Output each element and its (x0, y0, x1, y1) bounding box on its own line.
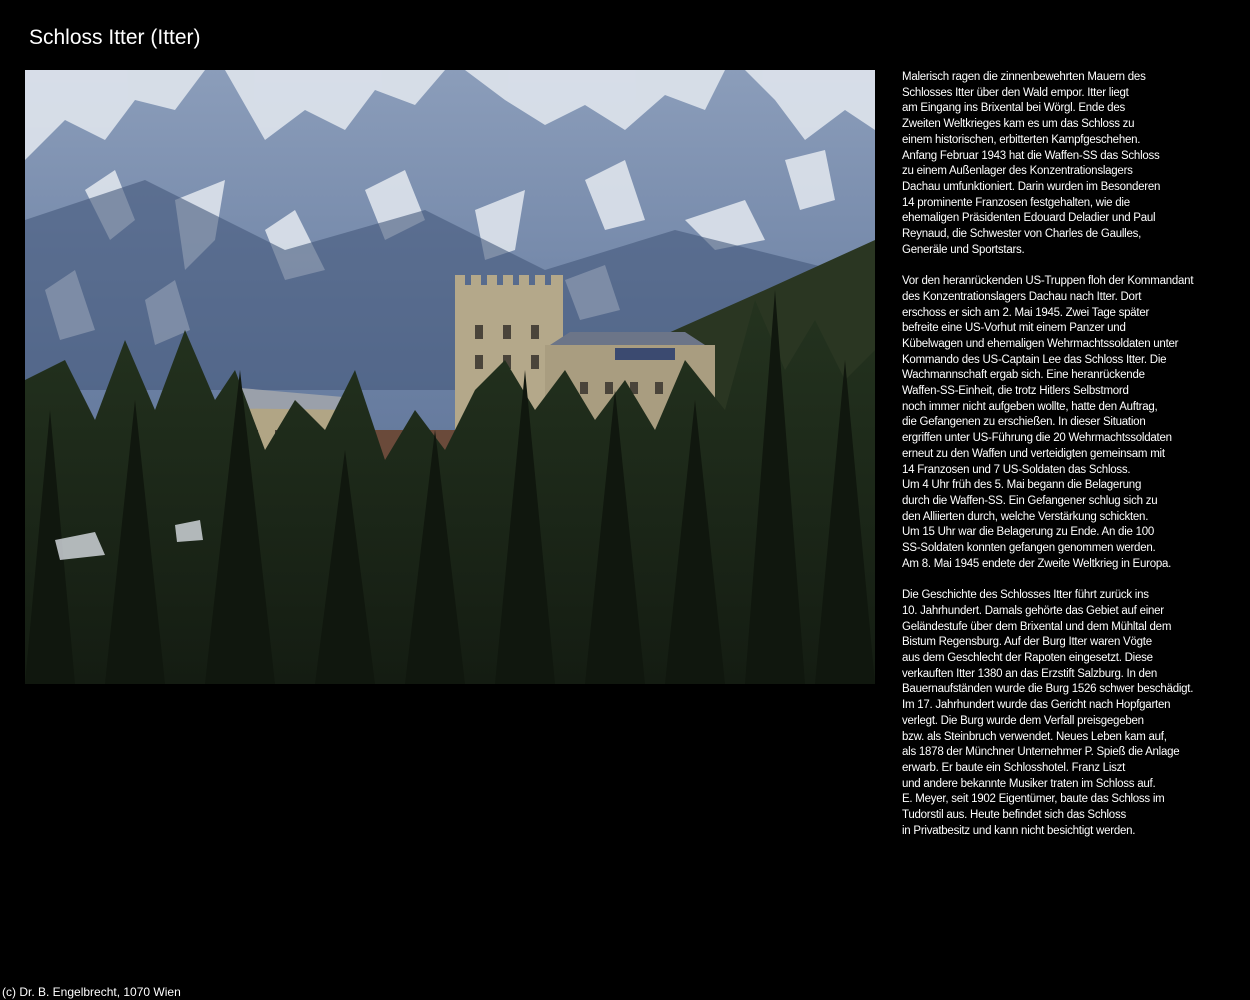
text-line: ergriffen unter US-Führung die 20 Wehrmachtssoldaten (902, 432, 1172, 445)
text-line: ehemaligen Präsidenten Edouard Deladier und Paul (902, 212, 1156, 225)
text-line: Vor den heranrückenden US-Truppen floh der Kommandant (902, 275, 1194, 288)
text-line: und andere bekannte Musiker traten im Schloss auf. (902, 777, 1156, 790)
text-line: 14 Franzosen und 7 US-Soldaten das Schloss. (902, 463, 1131, 476)
text-line: einem historischen, erbitterten Kampfgeschehen. (902, 133, 1141, 146)
text-line: Reynaud, die Schwester von Charles de Gaulles, (902, 228, 1142, 241)
text-line: Um 4 Uhr früh des 5. Mai begann die Belagerung (902, 479, 1142, 492)
text-line: Bauernaufständen wurde die Burg 1526 schwer beschädigt. (902, 683, 1194, 696)
text-line: Schlosses Itter über den Wald empor. Itter liegt (902, 86, 1129, 99)
castle-photo-illustration (25, 70, 875, 684)
text-line: Kommando des US-Captain Lee das Schloss Itter. Die (902, 353, 1167, 366)
copyright-notice: (c) Dr. B. Engelbrecht, 1070 Wien (2, 985, 181, 999)
text-line: noch immer nicht aufgeben wollte, hatte den Auftrag, (902, 400, 1158, 413)
text-line: Im 17. Jahrhundert wurde das Gericht nach Hopfgarten (902, 699, 1171, 712)
text-line: Kübelwagen und ehemaligen Wehrmachtssoldaten unter (902, 337, 1179, 350)
castle-photo (25, 70, 875, 684)
text-line: Bistum Regensburg. Auf der Burg Itter waren Vögte (902, 636, 1152, 649)
text-line: Waffen-SS-Einheit, die trotz Hitlers Selbstmord (902, 385, 1129, 398)
text-line: 10. Jahrhundert. Damals gehörte das Gebiet auf einer (902, 604, 1164, 617)
text-line: Zweiten Weltkrieges kam es um das Schloss zu (902, 118, 1135, 131)
text-line: Malerisch ragen die zinnenbewehrten Mauern des (902, 71, 1146, 83)
text-line: befreite eine US-Vorhut mit einem Panzer und (902, 322, 1126, 335)
text-line: Wachmannschaft ergab sich. Eine heranrückende (902, 369, 1145, 382)
text-line: erwarb. Er baute ein Schlosshotel. Franz Liszt (902, 761, 1126, 774)
text-line: in Privatbesitz und kann nicht besichtigt werden. (902, 824, 1136, 837)
text-line: am Eingang ins Brixental bei Wörgl. Ende des (902, 102, 1125, 115)
text-line: als 1878 der Münchner Unternehmer P. Spieß die Anlage (902, 746, 1180, 759)
text-line: Tudorstil aus. Heute befindet sich das Schloss (902, 809, 1126, 822)
article-text (902, 70, 1242, 855)
text-line: des Konzentrationslagers Dachau nach Itter. Dort (902, 290, 1142, 303)
text-line: Die Geschichte des Schlosses Itter führt zurück ins (902, 589, 1149, 602)
text-line: erschoss er sich am 2. Mai 1945. Zwei Tage später (902, 306, 1150, 319)
text-line: den Alliierten durch, welche Verstärkung schickten. (902, 510, 1149, 523)
text-line: verkauften Itter 1380 an das Erzstift Salzburg. In den (902, 667, 1157, 680)
text-line: 14 prominente Franzosen festgehalten, wie die (902, 196, 1130, 209)
text-line: Geländestufe über dem Brixental und dem Mühltal dem (902, 620, 1172, 633)
text-line: Am 8. Mai 1945 endete der Zweite Weltkrieg in Europa. (902, 557, 1172, 570)
text-line: Dachau umfunktioniert. Darin wurden im Besonderen (902, 180, 1161, 193)
text-line: E. Meyer, seit 1902 Eigentümer, baute das Schloss im (902, 793, 1165, 806)
text-line: Um 15 Uhr war die Belagerung zu Ende. An die 100 (902, 526, 1155, 539)
article-paragraph-1 (902, 70, 1242, 258)
article-paragraph-3 (902, 588, 1242, 839)
text-line: zu einem Außenlager des Konzentrationslagers (902, 165, 1133, 178)
article-paragraph-2 (902, 274, 1242, 572)
page-title: Schloss Itter (Itter) (29, 26, 201, 49)
text-line: SS-Soldaten konnten gefangen genommen werden. (902, 542, 1156, 555)
text-line: aus dem Geschlecht der Rapoten eingesetzt. Diese (902, 651, 1153, 664)
text-line: verlegt. Die Burg wurde dem Verfall preisgegeben (902, 714, 1144, 727)
text-line: die Gefangenen zu erschießen. In dieser Situation (902, 416, 1146, 429)
text-line: durch die Waffen-SS. Ein Gefangener schlug sich zu (902, 494, 1158, 507)
text-line: Anfang Februar 1943 hat die Waffen-SS das Schloss (902, 149, 1160, 162)
text-line: bzw. als Steinbruch verwendet. Neues Leben kam auf, (902, 730, 1167, 743)
text-line: erneut zu den Waffen und verteidigten gemeinsam mit (902, 447, 1165, 460)
text-line: Generäle und Sportstars. (902, 243, 1025, 256)
